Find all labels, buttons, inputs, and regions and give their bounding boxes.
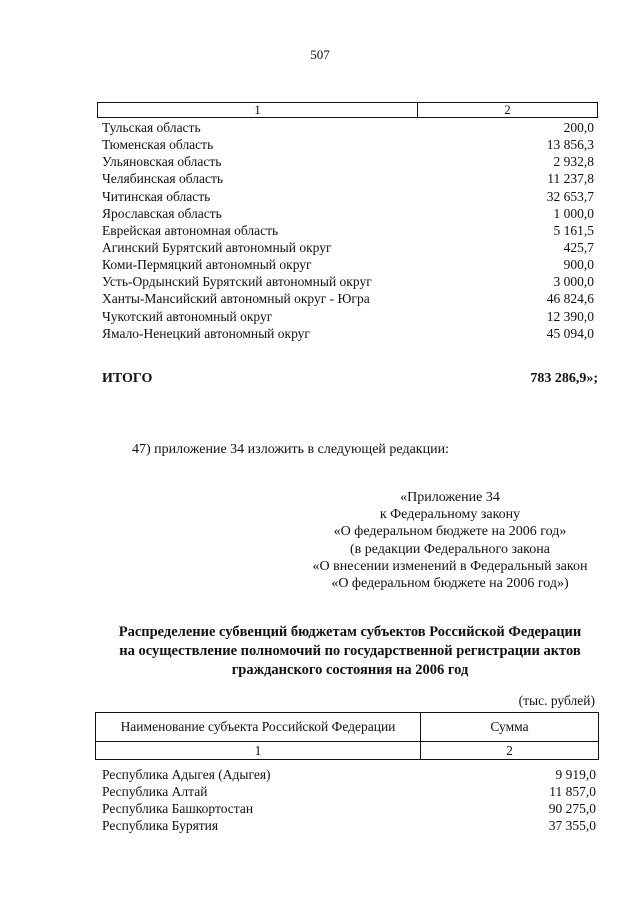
region-value: 13 856,3 [546, 137, 594, 153]
appendix-reference [290, 489, 610, 592]
units-label: (тыс. рублей) [518, 693, 595, 708]
appendix-line: «Приложение 34 [400, 490, 500, 505]
table-row [102, 119, 594, 136]
region-name: Республика Бурятия [102, 818, 219, 834]
table2-header [95, 712, 599, 760]
page-number: 507 [310, 47, 330, 62]
region-name: Ульяновская область [102, 154, 222, 170]
table-row [102, 188, 594, 205]
region-value: 425,7 [563, 239, 594, 255]
region-name: Республика Башкортостан [102, 801, 254, 817]
table1-header [97, 102, 598, 118]
region-name: Еврейская автономная область [102, 222, 279, 238]
total-row [102, 371, 598, 387]
title-line: на осуществление полномочий по государственной регистрации актов [119, 643, 581, 659]
region-value: 1 000,0 [553, 205, 594, 221]
region-value: 45 094,0 [546, 325, 594, 341]
region-name: Агинский Бурятский автономный округ [102, 239, 332, 255]
appendix-line: к Федеральному закону [379, 507, 521, 523]
region-name: Ярославская область [102, 205, 222, 221]
table-row [102, 800, 596, 817]
table2-col-name-header: Наименование субъекта Российской Федерации [96, 713, 421, 741]
region-value: 900,0 [563, 257, 594, 273]
region-value: 46 824,6 [546, 291, 594, 307]
table-row [102, 222, 594, 239]
table1-header-col2: 2 [504, 102, 511, 117]
appendix-line: (в редакции Федерального закона [350, 541, 550, 557]
total-value: 783 286,9 [530, 371, 587, 386]
table-row [102, 766, 596, 783]
region-name: Челябинская область [102, 171, 224, 187]
total-suffix: »; [586, 371, 598, 386]
table2-col-number-1: 1 [96, 742, 421, 759]
table-row [102, 783, 596, 800]
region-name: Республика Адыгея (Адыгея) [102, 767, 271, 782]
region-name: Чукотский автономный округ [102, 308, 273, 324]
region-name: Тульская область [102, 120, 201, 135]
region-value: 11 237,8 [547, 171, 594, 187]
region-name: Усть-Ордынский Бурятский автономный округ [102, 274, 372, 290]
region-name: Ханты-Мансийский автономный округ - Югра [102, 291, 370, 307]
table1-body [102, 119, 594, 342]
table-row [102, 170, 594, 187]
region-name: Ямало-Ненецкий автономный округ [102, 325, 310, 341]
region-value: 11 857,0 [549, 784, 596, 800]
table-row [102, 256, 594, 273]
table2-header-numbers [96, 741, 598, 759]
appendix-line: «О федеральном бюджете на 2006 год») [331, 576, 569, 592]
appendix-line: «О внесении изменений в Федеральный закон [312, 558, 588, 574]
table-row [102, 239, 594, 256]
table1-header-col1: 1 [98, 103, 418, 117]
table-row [102, 325, 594, 342]
section-title [60, 623, 640, 680]
region-value: 2 932,8 [553, 154, 594, 170]
table-row [102, 273, 594, 290]
table2-body [102, 766, 596, 835]
region-value: 9 919,0 [555, 767, 596, 782]
table-row [102, 153, 594, 170]
table-row [102, 290, 594, 307]
region-value: 3 000,0 [553, 274, 594, 290]
region-name: Коми-Пермяцкий автономный округ [102, 257, 312, 273]
region-value: 5 161,5 [553, 222, 594, 238]
table-row [102, 205, 594, 222]
appendix-line: «О федеральном бюджете на 2006 год» [333, 524, 567, 540]
table2-col-sum-header: Сумма [490, 719, 529, 734]
title-line: гражданского состояния на 2006 год [231, 662, 469, 678]
region-name: Республика Алтай [102, 784, 208, 800]
region-value: 90 275,0 [548, 801, 596, 817]
total-label: ИТОГО [102, 371, 153, 386]
region-value: 37 355,0 [548, 818, 596, 834]
region-value: 12 390,0 [546, 308, 594, 324]
table-row [102, 308, 594, 325]
amendment-paragraph: 47) приложение 34 изложить в следующей редакции: [132, 442, 449, 457]
region-name: Тюменская область [102, 137, 214, 153]
region-value: 200,0 [563, 120, 594, 135]
table2-col-number-2: 2 [506, 743, 513, 758]
title-line: Распределение субвенций бюджетам субъектов Российской Федерации [118, 624, 582, 640]
table-row [102, 817, 596, 834]
table-row [102, 136, 594, 153]
region-value: 32 653,7 [546, 188, 594, 204]
table2-header-names [96, 713, 598, 741]
region-name: Читинская область [102, 188, 211, 204]
